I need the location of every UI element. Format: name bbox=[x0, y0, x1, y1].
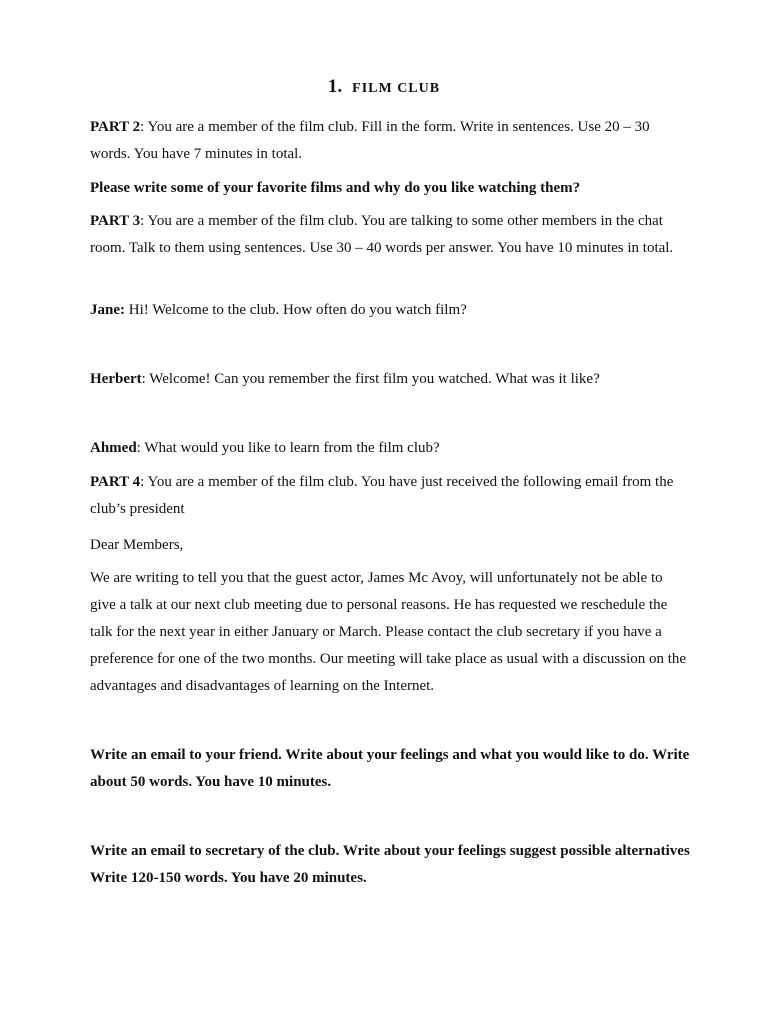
part3-label: PART 3 bbox=[90, 213, 141, 229]
part2-instructions bbox=[90, 114, 690, 168]
chat-speaker: Ahmed bbox=[90, 440, 137, 456]
chat-message-herbert bbox=[90, 366, 690, 393]
part4-label: PART 4 bbox=[90, 474, 141, 490]
chat-message-jane bbox=[90, 297, 690, 324]
part2-text: : You are a member of the film club. Fill in the form. Write in sentences. Use 20 – 30 words. You have 7 minutes in total. bbox=[90, 119, 650, 162]
task-email-friend: Write an email to your friend. Write about your feelings and what you would like to do. Write about 50 words. You have 10 minutes. bbox=[90, 747, 690, 790]
part2-label: PART 2 bbox=[90, 119, 141, 135]
section-title: FILM CLUB bbox=[352, 81, 441, 96]
chat-text: : What would you like to learn from the film club? bbox=[136, 440, 440, 456]
chat-speaker: Jane: bbox=[90, 302, 125, 318]
part3-instructions bbox=[90, 208, 690, 262]
email-body: We are writing to tell you that the guest actor, James Mc Avoy, will unfortunately not be able to give a talk at our next club meeting due to personal reasons. He has requested we reschedule the talk for the next year in either January or March. Please contact the club secretary if you have a preference for one of the two months. Our meeting will take place as usual with a discussion on the advantages and disadvantages of learning on the Internet. bbox=[90, 570, 687, 694]
section-number: 1. bbox=[327, 76, 343, 97]
part4-instructions bbox=[90, 469, 690, 523]
part3-text: : You are a member of the film club. You are talking to some other members in the chat room. Talk to them using sentences. Use 30 – 40 words per answer. You have 10 minutes in total. bbox=[90, 213, 674, 256]
chat-message-ahmed bbox=[90, 435, 690, 462]
part2-question: Please write some of your favorite films and why do you like watching them? bbox=[90, 180, 581, 196]
part4-text: : You are a member of the film club. You have just received the following email from the club’s president bbox=[90, 474, 674, 517]
chat-text: : Welcome! Can you remember the first film you watched. What was it like? bbox=[141, 371, 600, 387]
page-title bbox=[0, 76, 768, 98]
task-email-secretary: Write an email to secretary of the club. Write about your feelings suggest possible alternatives Write 120-150 words. You have 20 minutes. bbox=[90, 843, 690, 886]
email-greeting: Dear Members, bbox=[90, 537, 184, 553]
chat-speaker: Herbert bbox=[90, 371, 142, 387]
chat-text: Hi! Welcome to the club. How often do you watch film? bbox=[125, 302, 467, 318]
